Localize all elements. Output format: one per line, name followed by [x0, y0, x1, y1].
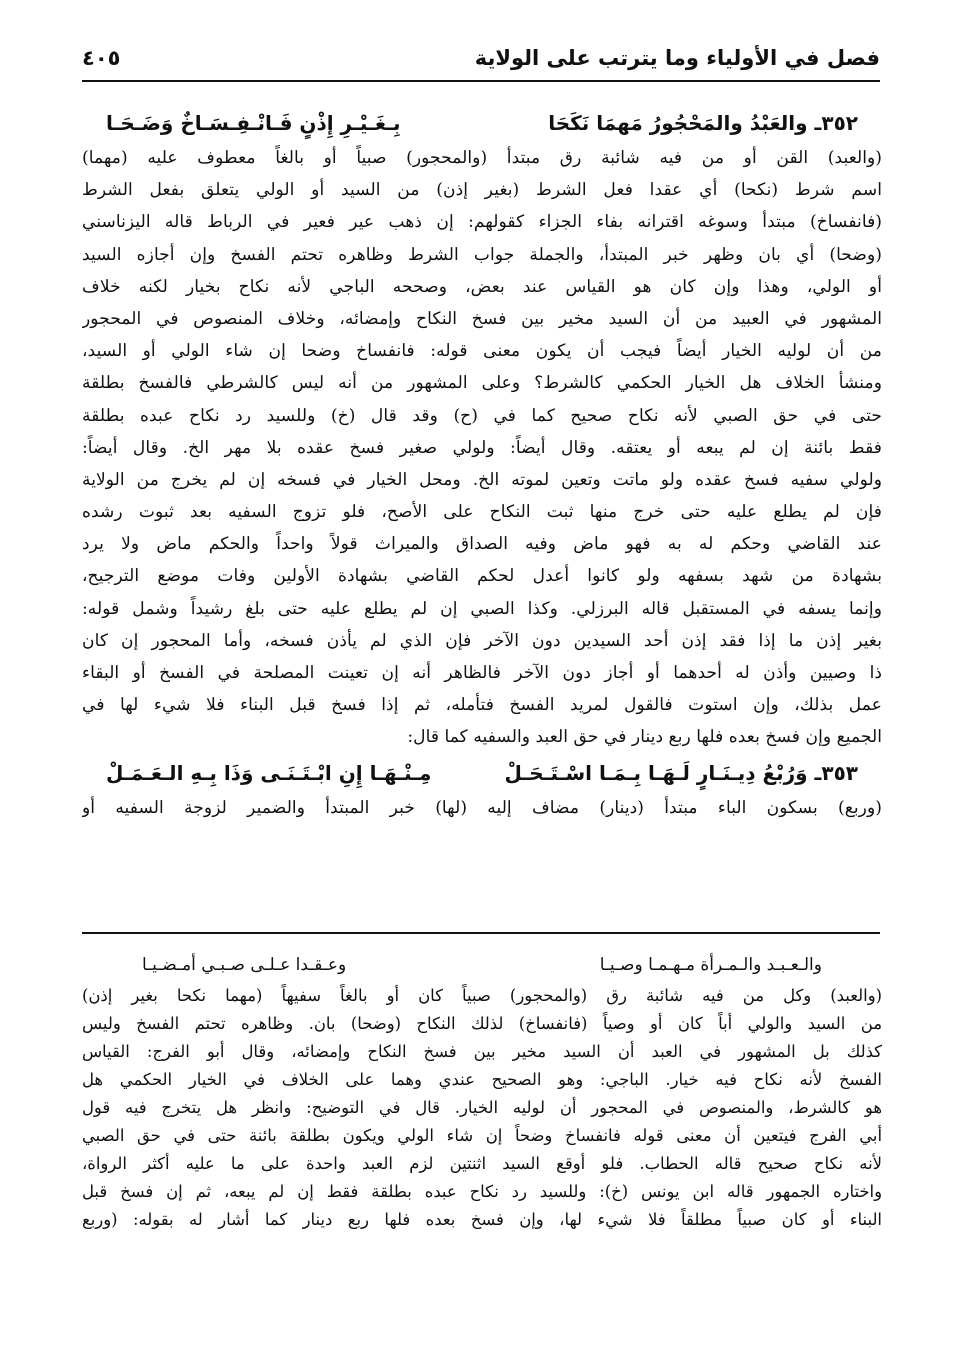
chapter-title: فصل في الأولياء وما يترتب على الولاية	[474, 46, 880, 70]
footnote-verse	[82, 948, 882, 982]
verse-352-second-hemistich: بِـغَـيْـرِ إِذْنٍ فَـانْـفِـسَـاخٌ وَضَـحَـا	[106, 111, 401, 135]
text-line: فإن لم يطلع عليه حتى خرج منها ثبت النكاح على الأصح، فلو تزوج السفيه بعد ثبوت رشده	[82, 502, 882, 523]
footnote-line: كذلك بل المشهور في العبد أن السيد مخير بين فسخ النكاح وإمضائه، وقال أبو الفرج: القياس	[82, 1042, 882, 1061]
footnote-line: واختاره الجمهور قاله ابن يونس (خ): وللسيد رد نكاح عبده بطلقة فقط إن لم يبعه، ثم إن فسخ قبل	[82, 1182, 882, 1201]
verse-353	[82, 754, 882, 792]
page-header	[82, 40, 880, 82]
text-line: (والعبد) القن أو من فيه شائبة رق مبتدأ (والمحجور) صبياً أو بالغاً معطوف عليه (مهما)	[82, 148, 882, 168]
text-line: بشهادة من شهد بسفهه ولو كانوا أعدل لحكم القاضي بشهادة الأولين وفات موضع الترجيح،	[82, 566, 882, 587]
footnote-verse-second-hemistich: وعـقـدا عـلـى صـبـي أمـضـيـا	[142, 955, 347, 975]
footnote-line: (والعبد) وكل من فيه شائبة رق (والمحجور) صبياً كان أو بالغاً سفيهاً (مهما نكحا بغير إذن)	[82, 986, 882, 1005]
footnote-line: هو كالشرط، والمنصوص في المحجور أن لوليه الخيار. قال في التوضيح: وانظر هل يتخرج فيه قول	[82, 1098, 882, 1117]
verse-352-first-hemistich: ٣٥٢ـ والعَبْدُ والمَحْجُورُ مَهمَا نَكَحَا	[548, 111, 858, 135]
text-line: ذا وصيين وأذن له أحدهما أو أجاز دون الآخر فالظاهر أنه إن تعينت المصلحة في الفسخ أو البقاء	[82, 663, 882, 683]
text-line: فقط بائنة إن لم يبعه أو يعتقه. وقال أيضاً: ولولي صغير فسخ عقده بلا مهر الخ. وقال أيضاً:	[82, 437, 882, 458]
footnote-line: من السيد والولي أباً كان أو وصياً (فانفساخ) لذلك النكاح (وضحا) بان. وظاهره تحتم الفسخ وليس	[82, 1014, 882, 1033]
text-line: (وربع) بسكون الباء مبتدأ (دينار) مضاف إليه (لها) خبر المبتدأ والضمير لزوجة السفيه أو	[82, 797, 882, 818]
footnote-commentary	[82, 948, 882, 1234]
footnote-line: البناء أو كان صبياً مطلقاً فلا شيء لها، وإن فسخ بعده فلها ربع دينار كما أشار له بقوله: (وربع	[82, 1210, 882, 1229]
text-line: عمل بذلك، وإن استوت فالقول لمريد الفسخ فتأمله، ثم إذا فسخ قبل البناء فلا شيء لها في	[82, 695, 882, 716]
text-line: بغير إذن ما إذا فقد إذن أحد السيدين دون الآخر فإن الذي لم يأذن فسخه، وأما المحجور إن كان	[82, 630, 882, 651]
text-line: عند القاضي وحكم له به فهو ماض وفيه الصداق والميراث قولاً واحداً والحكم ماض ولا يرد	[82, 534, 882, 555]
text-line: (فانفساخ) مبتدأ وسوغه اقترانه بفاء الجزاء كقولهم: إن ذهب عير فعير في الرباط قاله اليزناسني	[82, 212, 882, 233]
text-line: (وضحا) أي بان وظهر خبر المبتدأ، والجملة جواب الشرط وظاهره تحتم الفسخ وإن أجازه السيد	[82, 244, 882, 265]
main-text	[82, 104, 882, 824]
verse-353-first-hemistich: ٣٥٣ـ وَرُبْعُ دِيـنَـارٍ لَـهَـا بِـمَـا اسْـتَـحَـلْ	[504, 760, 858, 785]
footnote-verse-first-hemistich: والـعـبـد والـمـرأة مـهـمـا وصـيـا	[599, 955, 822, 975]
text-line: الجميع وإن فسخ بعده فلها ربع دينار في حق العبد والسفيه كما قال:	[407, 727, 882, 748]
footnote-line: الفسخ لأنه نكاح فيه خيار. الباجي: وهو الصحيح عندي وهما على الخلاف في الخيار الحكمي هل	[82, 1070, 882, 1089]
page-number: ٤٠٥	[82, 46, 121, 70]
text-line: من أن لوليه الخيار أيضاً فيجب أن يكون معنى قوله: فانفساخ وضحا إن شاء الولي أو السيد،	[82, 341, 882, 362]
text-line: وإنما يسفه في المستقبل قاله البرزلي. وكذا الصبي إن لم يطلع عليه حتى بلغ رشيداً وشمل قوله:	[82, 598, 882, 619]
text-line: أو الولي، وهذا وإن كان هو القياس عند بعض، وصححه الباجي لأنه نكاح بخيار لكنه خلاف	[82, 276, 882, 297]
text-line: ولولي سفيه فسخ عقده ولو ماتت وتعين لموته الخ. ومحل الخيار في فسخه إن لم يخرج من الولاية	[82, 469, 882, 490]
footnote-separator	[82, 932, 880, 934]
verse-353-second-hemistich: مِـنْـهَـا إِنِ ابْـتَـنَـى وَذَا بِـهِ الـعَـمَـلْ	[106, 760, 432, 785]
footnote-line: أبي الفرج فيتعين أن معنى قوله فانفساخ وضحاً إن شاء الولي ويكون بطلقة بائنة حتى في حق الصبي	[82, 1126, 882, 1145]
text-line: المشهور في العبيد من أن السيد مخير بين فسخ النكاح وإمضائه، وخلاف المنصوص في المحجور	[82, 308, 882, 329]
verse-352	[82, 104, 882, 142]
text-line: اسم شرط (نكحا) أي عقدا فعل الشرط (بغير إذن) من السيد أو الولي يتعلق بفعل الشرط	[82, 180, 882, 201]
text-line: ومنشأ الخلاف هل الخيار الحكمي كالشرط؟ وعلى المشهور من أنه ليس كالشرطي فالفسخ بطلقة	[82, 373, 882, 394]
text-line: حتى في حق الصبي لأنه نكاح صحيح كما في (ح) وقد قال (خ) وللسيد رد نكاح عبده بطلقة	[82, 405, 882, 426]
footnote-line: لأنه نكاح صحيح قاله الحطاب. فلو أوقع السيد اثنتين لزم العبد واحدة على ما عليه أكثر الرواة،	[82, 1154, 882, 1173]
